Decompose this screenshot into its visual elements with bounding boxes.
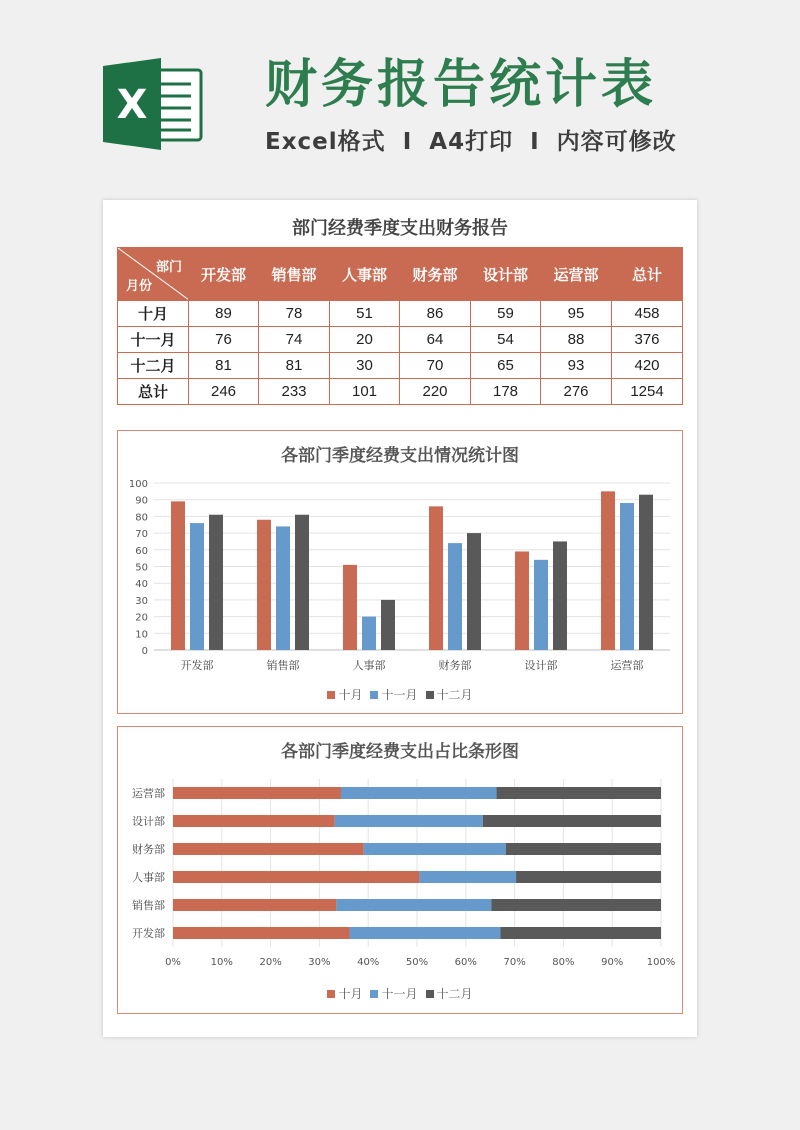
y-tick-label: 40: [135, 579, 148, 591]
bar: [639, 495, 653, 650]
table-cell: 95: [541, 301, 612, 327]
table-cell: 76: [189, 327, 259, 353]
subtitle-separator: I: [530, 129, 540, 155]
bar: [467, 533, 481, 650]
x-tick-label: 运营部: [610, 659, 644, 672]
y-tick-label: 财务部: [132, 843, 165, 856]
bar: [601, 491, 615, 650]
legend-swatch: [327, 691, 335, 699]
bar: [171, 501, 185, 650]
corner-label-month: 月份: [126, 278, 153, 293]
table-cell: 20: [330, 327, 400, 353]
table-cell: 220: [400, 379, 471, 405]
x-tick-label: 90%: [601, 957, 624, 968]
table-title: 部门经费季度支出财务报告: [292, 218, 508, 239]
bar-segment: [506, 843, 661, 855]
table-row: [118, 301, 683, 327]
legend-swatch: [426, 990, 434, 998]
y-tick-label: 设计部: [132, 815, 165, 828]
bar-segment: [497, 787, 661, 799]
chart-legend: [118, 985, 682, 1002]
table-cell: 81: [189, 353, 259, 379]
table-corner-header: [118, 248, 189, 301]
legend-label: 十二月: [436, 688, 473, 702]
table-cell: 51: [330, 301, 400, 327]
column-header: 设计部: [471, 248, 541, 301]
bar: [534, 560, 548, 650]
bar-segment: [483, 815, 661, 827]
table-cell: 30: [330, 353, 400, 379]
y-tick-label: 30: [135, 595, 148, 607]
x-tick-label: 0%: [165, 957, 181, 968]
legend-label: 十月: [338, 987, 363, 1001]
x-tick-label: 40%: [357, 957, 380, 968]
x-tick-label: 人事部: [352, 659, 386, 672]
legend-swatch: [426, 691, 434, 699]
legend-swatch: [370, 691, 378, 699]
x-tick-label: 财务部: [438, 659, 472, 672]
column-header: 总计: [612, 248, 683, 301]
table-cell: 70: [400, 353, 471, 379]
y-tick-label: 开发部: [132, 927, 165, 940]
table-cell: 276: [541, 379, 612, 405]
column-header: 开发部: [189, 248, 259, 301]
legend-item: [327, 985, 362, 1002]
bar: [620, 503, 634, 650]
table-cell: 89: [189, 301, 259, 327]
bar: [448, 543, 462, 650]
x-tick-label: 50%: [405, 957, 429, 968]
y-tick-label: 20: [135, 612, 148, 624]
table-cell: 65: [471, 353, 541, 379]
x-tick-label: 30%: [308, 957, 331, 968]
column-header: 人事部: [330, 248, 400, 301]
row-label: 总计: [118, 379, 189, 405]
bar: [362, 617, 376, 650]
stacked-bar-chart: [118, 727, 682, 1013]
bar-segment: [419, 871, 516, 883]
y-tick-label: 50: [135, 562, 148, 574]
table-cell: 93: [541, 353, 612, 379]
column-header: 销售部: [259, 248, 330, 301]
bar: [515, 551, 529, 650]
svg-text:X: X: [116, 82, 148, 128]
x-tick-label: 60%: [454, 957, 477, 968]
bar: [553, 541, 567, 650]
legend-item: [426, 985, 473, 1002]
x-tick-label: 20%: [259, 957, 282, 968]
y-tick-label: 0: [141, 646, 148, 657]
bar-segment: [173, 815, 335, 827]
bar-segment: [364, 843, 506, 855]
x-tick-label: 100%: [646, 957, 676, 968]
bar: [209, 515, 223, 650]
chart-legend: [118, 686, 682, 703]
column-chart: [118, 431, 682, 713]
bar-segment: [173, 927, 350, 939]
excel-logo-icon: [103, 58, 205, 150]
table-cell: 376: [612, 327, 683, 353]
legend-swatch: [327, 990, 335, 998]
subtitle-separator: I: [402, 129, 413, 155]
legend-item: [370, 985, 417, 1002]
table-cell: 246: [189, 379, 259, 405]
y-tick-label: 销售部: [132, 899, 165, 912]
column-header: 财务部: [400, 248, 471, 301]
y-tick-label: 10: [135, 629, 148, 641]
bar: [190, 523, 204, 650]
table-cell: 458: [612, 301, 683, 327]
expense-table: [117, 247, 683, 405]
y-tick-label: 80: [135, 512, 148, 524]
column-chart-box: [117, 430, 683, 714]
bar-segment: [341, 787, 497, 799]
bar: [381, 600, 395, 650]
table-cell: 86: [400, 301, 471, 327]
x-tick-label: 开发部: [180, 659, 214, 672]
y-tick-label: 人事部: [132, 871, 165, 884]
bar-segment: [335, 815, 483, 827]
bar-segment: [173, 843, 364, 855]
table-cell: 88: [541, 327, 612, 353]
table-cell: 420: [612, 353, 683, 379]
x-tick-label: 70%: [503, 957, 526, 968]
legend-item: [327, 686, 362, 703]
subtitle-part: Excel格式: [265, 129, 386, 155]
table-cell: 78: [259, 301, 330, 327]
table-cell: 81: [259, 353, 330, 379]
bar: [257, 520, 271, 650]
bar-segment: [173, 787, 341, 799]
table-cell: 178: [471, 379, 541, 405]
x-tick-label: 销售部: [266, 659, 300, 672]
table-cell: 64: [400, 327, 471, 353]
bar-segment: [350, 927, 501, 939]
y-tick-label: 运营部: [132, 787, 165, 800]
chart-title: 各部门季度经费支出占比条形图: [281, 742, 519, 762]
bar-segment: [173, 871, 419, 883]
subtitle-part: A4打印: [429, 129, 514, 155]
bar-segment: [336, 899, 491, 911]
x-tick-label: 设计部: [524, 659, 558, 672]
bar-segment: [173, 899, 336, 911]
y-tick-label: 60: [135, 545, 148, 557]
table-row: [118, 379, 683, 405]
bar-segment: [500, 927, 661, 939]
row-label: 十二月: [118, 353, 189, 379]
corner-label-department: 部门: [155, 259, 182, 274]
legend-label: 十一月: [381, 987, 418, 1001]
y-tick-label: 100: [128, 479, 148, 490]
stacked-bar-chart-box: [117, 726, 683, 1014]
bar-segment: [516, 871, 661, 883]
table-cell: 54: [471, 327, 541, 353]
table-cell: 1254: [612, 379, 683, 405]
x-tick-label: 80%: [552, 957, 575, 968]
column-header: 运营部: [541, 248, 612, 301]
legend-label: 十二月: [436, 987, 473, 1001]
table-cell: 74: [259, 327, 330, 353]
chart-title: 各部门季度经费支出情况统计图: [281, 446, 519, 466]
y-tick-label: 90: [135, 495, 148, 507]
y-tick-label: 70: [135, 529, 148, 541]
bar: [429, 506, 443, 650]
table-row: [118, 327, 683, 353]
table-cell: 101: [330, 379, 400, 405]
row-label: 十月: [118, 301, 189, 327]
table-row: [118, 353, 683, 379]
row-label: 十一月: [118, 327, 189, 353]
bar: [295, 515, 309, 650]
table-cell: 59: [471, 301, 541, 327]
legend-swatch: [370, 990, 378, 998]
bar-segment: [491, 899, 661, 911]
bar: [343, 565, 357, 650]
table-cell: 233: [259, 379, 330, 405]
page-subtitle: [265, 125, 677, 159]
x-tick-label: 10%: [210, 957, 233, 968]
page-title: 财务报告统计表: [265, 55, 658, 115]
bar: [276, 526, 290, 650]
legend-label: 十月: [338, 688, 363, 702]
legend-item: [426, 686, 473, 703]
legend-label: 十一月: [381, 688, 418, 702]
subtitle-part: 内容可修改: [556, 129, 677, 155]
legend-item: [370, 686, 417, 703]
